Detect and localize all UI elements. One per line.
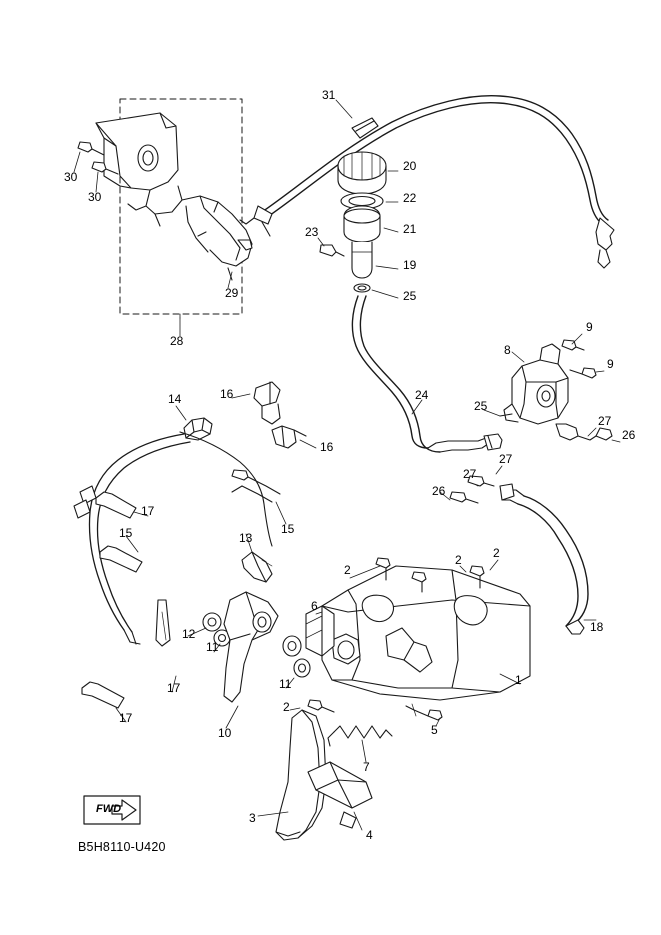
clamps-17 bbox=[82, 492, 170, 708]
callout-31: 31 bbox=[322, 88, 336, 102]
callout-13: 13 bbox=[239, 531, 253, 545]
callout-20: 20 bbox=[403, 159, 417, 173]
callout-6: 6 bbox=[311, 599, 318, 613]
callout-5: 5 bbox=[431, 723, 438, 737]
callout-28: 28 bbox=[170, 334, 184, 348]
callout-3: 3 bbox=[249, 811, 256, 825]
callout-17-a: 17 bbox=[141, 504, 155, 518]
callout-26-a: 26 bbox=[622, 428, 636, 442]
callout-2-a: 2 bbox=[344, 563, 351, 577]
callout-10: 10 bbox=[218, 726, 232, 740]
cable-14-assembly bbox=[74, 418, 212, 644]
callout-16-upper: 16 bbox=[220, 387, 234, 401]
callout-24: 24 bbox=[415, 388, 429, 402]
callout-9-upper: 9 bbox=[586, 320, 593, 334]
diagram-code: B5H8110-U420 bbox=[78, 840, 166, 854]
master-cylinder-8 bbox=[500, 340, 612, 440]
callout-30-lower: 30 bbox=[88, 190, 102, 204]
callout-25-upper: 25 bbox=[403, 289, 417, 303]
callout-2-c: 2 bbox=[493, 546, 500, 560]
callout-7: 7 bbox=[363, 760, 370, 774]
callout-27-c: 27 bbox=[463, 467, 477, 481]
callout-14: 14 bbox=[168, 392, 182, 406]
callout-15-b: 15 bbox=[119, 526, 133, 540]
callout-27-b: 27 bbox=[499, 452, 513, 466]
small-parts-cluster bbox=[203, 552, 334, 702]
callout-12: 12 bbox=[182, 627, 196, 641]
callout-2-d: 2 bbox=[283, 700, 290, 714]
return-spring-7 bbox=[328, 726, 392, 746]
callout-1: 1 bbox=[515, 673, 522, 687]
callout-21: 21 bbox=[403, 222, 417, 236]
callout-17-c: 17 bbox=[119, 711, 133, 725]
callout-18: 18 bbox=[590, 620, 604, 634]
callout-9-lower: 9 bbox=[607, 357, 614, 371]
callout-8: 8 bbox=[504, 343, 511, 357]
callout-22: 22 bbox=[403, 191, 417, 205]
callout-26-b: 26 bbox=[432, 484, 446, 498]
lever-bracket-assembly bbox=[78, 113, 252, 280]
callout-29: 29 bbox=[225, 286, 239, 300]
pedal-bracket-1 bbox=[308, 558, 530, 720]
callout-11-a: 11 bbox=[206, 640, 219, 654]
brake-hose-31 bbox=[240, 96, 614, 268]
reservoir-assembly bbox=[320, 152, 386, 292]
brake-hose-24 bbox=[352, 296, 502, 452]
callout-15-a: 15 bbox=[281, 522, 295, 536]
callout-2-b: 2 bbox=[455, 553, 462, 567]
callout-16-lower: 16 bbox=[320, 440, 334, 454]
callout-27-a: 27 bbox=[598, 414, 612, 428]
callout-25-lower: 25 bbox=[474, 399, 488, 413]
fwd-label: FWD bbox=[96, 803, 122, 815]
callout-17-b: 17 bbox=[167, 681, 181, 695]
callout-23: 23 bbox=[305, 225, 319, 239]
callout-19: 19 bbox=[403, 258, 417, 272]
callout-4: 4 bbox=[366, 828, 373, 842]
callout-30-upper: 30 bbox=[64, 170, 78, 184]
callout-11-b: 11 bbox=[279, 677, 292, 691]
